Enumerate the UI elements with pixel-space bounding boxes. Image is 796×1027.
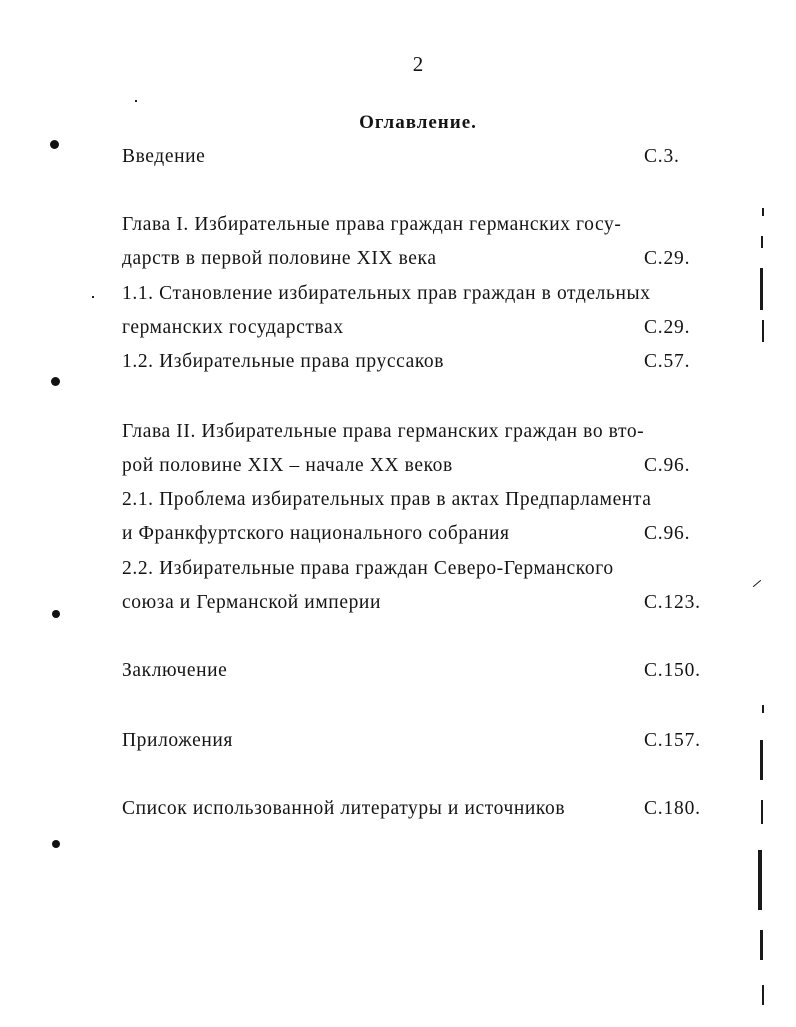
scan-edge-noise: [762, 208, 764, 216]
scan-edge-noise: [760, 930, 763, 960]
scan-edge-noise: [760, 268, 763, 310]
toc-page-section-1-1: С.29.: [644, 317, 691, 338]
scan-mark: [52, 840, 60, 848]
toc-entry-section-2-1-line-1: 2.1. Проблема избирательных прав в актах Предпарламента: [122, 489, 652, 510]
scan-mark: [52, 610, 60, 618]
toc-page-chapter-1: С.29.: [644, 248, 691, 269]
toc-page-section-2-1: С.96.: [644, 523, 691, 544]
scan-edge-noise: [753, 580, 761, 587]
toc-page-section-2-2: С.123.: [644, 592, 701, 613]
toc-page-conclusion: С.150.: [644, 660, 701, 681]
page-number: 2: [412, 52, 424, 76]
scan-speck: [135, 100, 137, 102]
toc-entry-section-1-1-line-1: 1.1. Становление избирательных прав граждан в отдельных: [122, 283, 651, 304]
toc-entry-section-2-1-line-2: и Франкфуртского национального собрания: [122, 523, 510, 544]
toc-page-references: С.180.: [644, 798, 701, 819]
toc-title: Оглавление.: [359, 112, 477, 133]
toc-entry-section-1-2: 1.2. Избирательные права пруссаков: [122, 351, 445, 372]
scan-mark: [51, 377, 60, 386]
toc-entry-section-2-2-line-2: союза и Германской империи: [122, 592, 381, 613]
scan-edge-noise: [762, 985, 764, 1005]
toc-page-intro: С.3.: [644, 146, 680, 167]
scan-edge-noise: [762, 705, 764, 713]
toc-entry-section-1-1-line-2: германских государствах: [122, 317, 344, 338]
toc-entry-appendix: Приложения: [122, 730, 233, 751]
toc-entry-references: Список использованной литературы и источников: [122, 798, 566, 819]
toc-entry-chapter-1-line-1: Глава I. Избирательные права граждан германских госу-: [122, 214, 622, 235]
toc-page-chapter-2: С.96.: [644, 455, 691, 476]
scan-edge-noise: [761, 236, 763, 248]
toc-entry-section-2-2-line-1: 2.2. Избирательные права граждан Северо-Германского: [122, 558, 614, 579]
scan-mark: [50, 140, 59, 149]
toc-page-appendix: С.157.: [644, 730, 701, 751]
scan-speck: [92, 296, 94, 298]
toc-entry-chapter-2-line-1: Глава II. Избирательные права германских граждан во вто-: [122, 421, 645, 442]
scan-edge-noise: [761, 800, 763, 824]
scan-edge-noise: [758, 850, 762, 910]
toc-entry-conclusion: Заключение: [122, 660, 228, 681]
toc-page-section-1-2: С.57.: [644, 351, 691, 372]
toc-entry-chapter-2-line-2: рой половине XIX – начале XX веков: [122, 455, 453, 476]
toc-entry-chapter-1-line-2: дарств в первой половине XIX века: [122, 248, 437, 269]
toc-entry-intro: Введение: [122, 146, 206, 167]
scan-edge-noise: [762, 320, 764, 342]
scan-edge-noise: [760, 740, 763, 780]
